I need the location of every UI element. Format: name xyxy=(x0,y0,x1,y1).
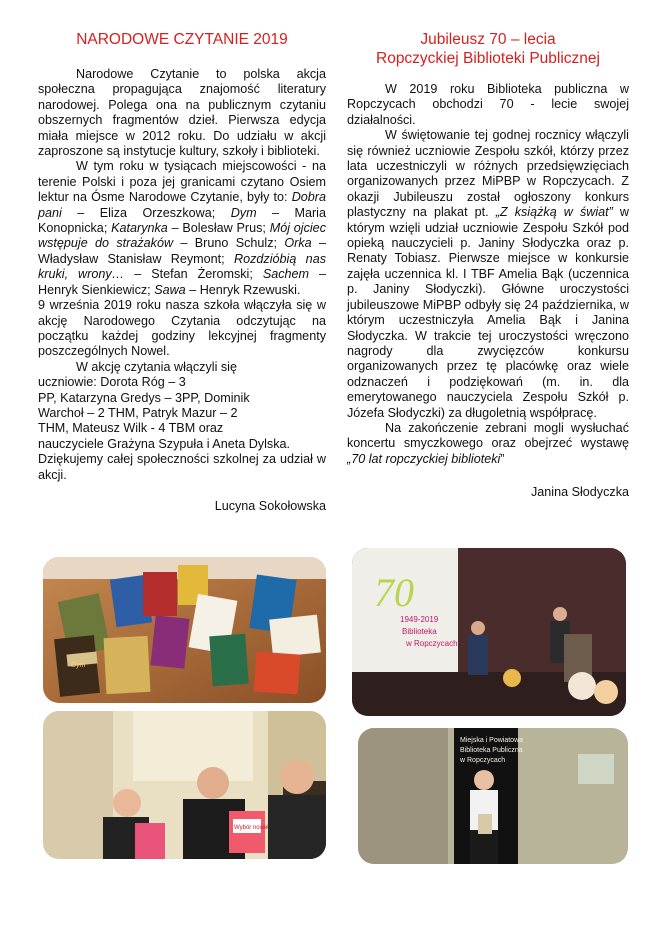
left-paragraph-1: Narodowe Czytanie to polska akcja społeczna propagująca znajomość literatury narodowej. Polega ona na publicznym czytaniu obszernych fragmentów dzieł. Pierwsza edycja miała miejsce w 2012 roku. Do udziału w akcji zaproszone są instytucje kultury, szkoły i biblioteki. xyxy=(38,67,326,159)
photo-award-winner xyxy=(358,728,628,864)
books-illustration xyxy=(43,557,326,703)
left-paragraph-4e: THM, Mateusz Wilk - 4 TBM oraz xyxy=(38,421,224,436)
stage-illustration xyxy=(352,548,626,716)
right-title-line-2: Ropczyckiej Biblioteki Publicznej xyxy=(376,50,600,67)
paragraph-segment: – Henryk Sienkiewicz; xyxy=(38,267,326,297)
lecture-title: Katarynka xyxy=(111,221,168,236)
paragraph-segment: – Henryk Rzewuski. xyxy=(185,282,301,297)
left-paragraph-3: 9 września 2019 roku nasza szkoła włączyła się w akcję Narodowego Czytania odczytując na początku każdej godziny lekcyjnej fragmenty poszczególnych Nowel. xyxy=(38,298,326,359)
photo-books-table xyxy=(43,557,326,703)
award-illustration xyxy=(358,728,628,864)
right-author: Janina Słodyczka xyxy=(530,485,629,500)
right-paragraph-3-b: ” xyxy=(500,451,505,466)
right-title-line-1: Jubileusz 70 – lecia xyxy=(420,31,556,48)
right-article-title xyxy=(347,30,629,68)
paragraph-segment: – Maria Konopnicka; xyxy=(38,205,326,236)
lecture-title: Rozdzióbią nas kruki, wrony… xyxy=(38,251,326,282)
banner-city: w Ropczycach xyxy=(406,639,458,648)
left-author: Lucyna Sokołowska xyxy=(214,498,326,513)
left-paragraph-4f: nauczyciele Grażyna Szypuła i Aneta Dylska. xyxy=(38,436,290,451)
right-article xyxy=(347,30,629,501)
lecture-title: Sachem xyxy=(262,267,310,282)
banner-70: 70 xyxy=(374,570,414,615)
right-paragraph-2-title: „Z książką w świat” xyxy=(495,205,613,220)
paragraph-segment: – Władysław Stanisław Reymont; xyxy=(38,236,326,266)
book-title-wybor-nowel: Wybór nowel xyxy=(234,825,269,831)
photo-jubilee-stage xyxy=(352,548,626,716)
left-paragraph-2 xyxy=(38,159,326,298)
right-paragraph-3 xyxy=(347,421,629,467)
left-article xyxy=(38,30,326,514)
right-paragraph-3-a: Na zakończenie zebrani mogli wysłuchać koncertu smyczkowego oraz obejrzeć wystawę xyxy=(347,420,629,451)
right-paragraph-3-title: „70 lat ropczyckiej biblioteki xyxy=(347,451,501,466)
paragraph-segment: – Eliza Orzeszkowa; xyxy=(61,205,231,220)
paragraph-segment: – Stefan Żeromski; xyxy=(124,267,263,282)
rollup-line-2: Biblioteka Publiczna xyxy=(460,747,523,754)
book-title-dym: Dym xyxy=(71,662,86,669)
left-paragraph-4a: W akcję czytania włączyli się xyxy=(76,359,237,374)
right-paragraph-2 xyxy=(347,128,629,421)
left-article-title: NARODOWE CZYTANIE 2019 xyxy=(76,31,288,48)
right-paragraph-1: W 2019 roku Biblioteka publiczna w Ropczycach obchodzi 70 - lecie swojej działalności. xyxy=(347,82,629,127)
lecture-title: Dobra pani xyxy=(38,190,326,220)
left-paragraph-5: Dziękujemy całej społeczności szkolnej za udział w akcji. xyxy=(38,452,326,482)
right-paragraph-2-b: w którym wzięli udział uczniowie Zespołu Szkół pod opieką nauczycieli p. Janiny Słodyczka oraz p. Renaty Tobiasz. Pierwsze miejsce w konkursie zajęła uczennica kl. I TBF Amelia Bąk (uczennica p. Janiny Słodyczki). Główne uroczystości jubileuszowe MiPBP odbyły się 24 października, w którym uczestniczyła Amelia Bąk i Janina Słodyczka. W trakcie tej uroczystości wręczono nagrody dla zwycięzców konkursu organizowanych przez tę placówkę oraz wiele odznaczeń i podziękowań (m. in. dla emerytowanego nauczyciela Zespołu Szkół p. Józefa Słodyczki) za długoletnią współpracę. xyxy=(347,205,630,420)
lecture-title: Dym xyxy=(230,205,257,220)
students-illustration xyxy=(43,711,326,859)
right-paragraph-2-a: W świętowanie tej godnej rocznicy włączyli się również uczniowie Zespołu szkół, którzy przez lata uczestniczyli w różnych przedsięwzięciach organizowanych przez MiPBP w Ropczycach. Z okazji Jubileuszu został ogłoszony konkurs plastyczny na plakat pt. xyxy=(347,128,629,220)
lecture-title: Sawa xyxy=(154,282,186,297)
left-paragraph-4d: Warchoł – 2 THM, Patryk Mazur – 2 xyxy=(38,405,238,420)
photo-students-reading xyxy=(43,711,326,859)
paragraph-segment: – Bruno Schulz; xyxy=(173,236,285,251)
rollup-line-1: Miejska i Powiatowa xyxy=(460,737,524,744)
banner-years: 1949-2019 xyxy=(400,615,439,624)
paragraph-segment: W tym roku w tysiącach miejscowości - na terenie Polski i poza jej granicami czytano Osiem lektur na Ósme Narodowe Czytanie, były to: xyxy=(38,159,326,205)
rollup-line-3: w Ropczycach xyxy=(460,757,506,764)
banner-library: Biblioteka xyxy=(402,627,437,636)
left-paragraph-4b: uczniowie: Dorota Róg – 3 xyxy=(38,375,186,390)
paragraph-segment: – Bolesław Prus; xyxy=(167,221,270,236)
left-paragraph-4c: PP, Katarzyna Gredys – 3PP, Dominik xyxy=(38,390,250,405)
lecture-title: Mój ojciec wstępuje do strażaków xyxy=(38,221,326,251)
lecture-title: Orka xyxy=(284,236,312,251)
